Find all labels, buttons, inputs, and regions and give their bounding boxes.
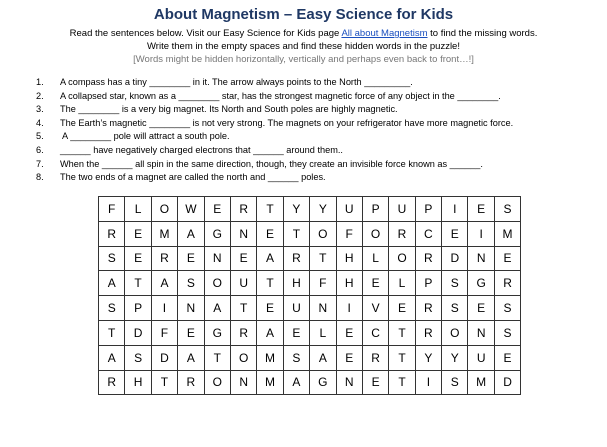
question-text: The Earth’s magnetic ________ is not very strong. The magnets on your refrigerator have more magnetic force. <box>60 117 514 128</box>
question-number: 7. <box>36 158 44 169</box>
grid-cell[interactable]: N <box>468 320 494 345</box>
grid-cell[interactable]: A <box>257 246 283 271</box>
grid-cell[interactable]: T <box>310 246 336 271</box>
grid-cell[interactable]: A <box>151 271 177 296</box>
grid-row <box>99 221 521 246</box>
question-number: 5. <box>36 131 44 142</box>
grid-cell[interactable]: N <box>230 221 256 246</box>
grid-cell[interactable]: S <box>442 370 468 395</box>
grid-cell[interactable]: D <box>494 370 520 395</box>
grid-cell[interactable]: S <box>125 345 151 370</box>
grid-cell[interactable]: F <box>336 221 362 246</box>
grid-row <box>99 296 521 321</box>
question-item <box>36 117 596 131</box>
grid-cell[interactable]: Y <box>442 345 468 370</box>
grid-cell[interactable]: R <box>415 296 441 321</box>
grid-cell[interactable]: T <box>204 345 230 370</box>
grid-row <box>99 320 521 345</box>
grid-cell[interactable]: P <box>362 197 388 222</box>
grid-cell[interactable]: T <box>151 370 177 395</box>
grid-cell[interactable]: E <box>125 221 151 246</box>
grid-cell[interactable]: M <box>494 221 520 246</box>
instructions-line-1-suffix: to find the missing words. <box>427 28 538 39</box>
grid-cell[interactable]: R <box>283 246 309 271</box>
grid-cell[interactable]: D <box>151 345 177 370</box>
grid-cell[interactable]: H <box>336 246 362 271</box>
grid-cell[interactable]: E <box>468 296 494 321</box>
grid-cell[interactable]: R <box>415 320 441 345</box>
question-text: The two ends of a magnet are called the north and ______ poles. <box>60 172 326 183</box>
grid-cell[interactable]: U <box>336 197 362 222</box>
grid-cell[interactable]: S <box>494 296 520 321</box>
question-item <box>36 90 596 104</box>
grid-cell[interactable]: O <box>151 197 177 222</box>
grid-cell[interactable]: H <box>283 271 309 296</box>
grid-cell[interactable]: S <box>283 345 309 370</box>
question-item <box>36 171 596 185</box>
grid-row <box>99 197 521 222</box>
grid-cell[interactable]: U <box>230 271 256 296</box>
grid-cell[interactable]: N <box>178 296 204 321</box>
word-search-grid <box>98 196 521 395</box>
grid-cell[interactable]: W <box>178 197 204 222</box>
grid-cell[interactable]: S <box>178 271 204 296</box>
grid-cell[interactable]: M <box>151 221 177 246</box>
grid-cell[interactable]: O <box>389 246 415 271</box>
grid-cell[interactable]: S <box>99 296 125 321</box>
grid-cell[interactable]: S <box>494 197 520 222</box>
grid-cell[interactable]: E <box>283 320 309 345</box>
grid-cell[interactable]: T <box>257 197 283 222</box>
question-number: 4. <box>36 117 44 128</box>
grid-cell[interactable]: E <box>178 246 204 271</box>
grid-cell[interactable]: N <box>336 370 362 395</box>
instructions-line-1-prefix: Read the sentences below. Visit our Easy Science for Kids page <box>69 28 342 39</box>
grid-cell[interactable]: A <box>99 345 125 370</box>
question-text: ______ have negatively charged electrons that ______ around them.. <box>60 144 343 155</box>
grid-cell[interactable]: R <box>230 320 256 345</box>
grid-cell[interactable]: G <box>468 271 494 296</box>
instructions-line-1 <box>0 27 607 40</box>
grid-cell[interactable]: R <box>362 345 388 370</box>
grid-cell[interactable]: R <box>494 271 520 296</box>
grid-row <box>99 271 521 296</box>
grid-cell[interactable]: M <box>468 370 494 395</box>
grid-cell[interactable]: L <box>125 197 151 222</box>
grid-cell[interactable]: E <box>178 320 204 345</box>
grid-row <box>99 370 521 395</box>
grid-cell[interactable]: A <box>204 296 230 321</box>
grid-cell[interactable]: E <box>362 271 388 296</box>
grid-cell[interactable]: A <box>283 370 309 395</box>
grid-cell[interactable]: E <box>494 345 520 370</box>
grid-cell[interactable]: R <box>151 246 177 271</box>
question-number: 2. <box>36 90 44 101</box>
grid-cell[interactable]: E <box>442 221 468 246</box>
grid-cell[interactable]: U <box>283 296 309 321</box>
grid-cell[interactable]: E <box>362 370 388 395</box>
question-text: The ________ is a very big magnet. Its North and South poles are highly magnetic. <box>60 104 398 115</box>
grid-cell[interactable]: R <box>178 370 204 395</box>
grid-cell[interactable]: R <box>415 246 441 271</box>
grid-cell[interactable]: A <box>178 345 204 370</box>
instructions-note: [Words might be hidden horizontally, vertically and perhaps even back to front…!] <box>133 54 474 65</box>
all-about-magnetism-link[interactable]: All about Magnetism <box>341 28 428 39</box>
grid-cell[interactable]: A <box>310 345 336 370</box>
grid-cell[interactable]: N <box>230 370 256 395</box>
grid-cell[interactable]: S <box>442 271 468 296</box>
grid-cell[interactable]: N <box>204 246 230 271</box>
grid-cell[interactable]: P <box>415 271 441 296</box>
grid-cell[interactable]: O <box>204 370 230 395</box>
grid-cell[interactable]: U <box>389 197 415 222</box>
grid-cell[interactable]: F <box>151 320 177 345</box>
question-item <box>36 144 596 158</box>
grid-cell[interactable]: I <box>415 370 441 395</box>
grid-cell[interactable]: R <box>389 221 415 246</box>
grid-cell[interactable]: T <box>257 271 283 296</box>
grid-cell[interactable]: E <box>336 345 362 370</box>
question-text: When the ______ all spin in the same direction, though, they create an invisible force known as ______. <box>60 158 483 169</box>
question-text: A ________ pole will attract a south pole. <box>60 131 230 142</box>
grid-cell[interactable]: F <box>99 197 125 222</box>
grid-cell[interactable]: L <box>362 246 388 271</box>
question-number: 3. <box>36 104 44 115</box>
grid-cell[interactable]: N <box>468 246 494 271</box>
grid-cell[interactable]: Y <box>283 197 309 222</box>
grid-cell[interactable]: E <box>389 296 415 321</box>
grid-cell[interactable]: T <box>389 370 415 395</box>
grid-cell[interactable]: T <box>389 320 415 345</box>
grid-cell[interactable]: T <box>283 221 309 246</box>
question-item <box>36 130 596 144</box>
question-list <box>36 76 596 185</box>
grid-cell[interactable]: T <box>389 345 415 370</box>
grid-cell[interactable]: Y <box>310 197 336 222</box>
question-item <box>36 158 596 172</box>
question-number: 1. <box>36 77 44 87</box>
grid-cell[interactable]: I <box>468 221 494 246</box>
question-number: 6. <box>36 144 44 155</box>
grid-cell[interactable]: G <box>204 320 230 345</box>
grid-cell[interactable]: E <box>257 296 283 321</box>
grid-cell[interactable]: O <box>204 271 230 296</box>
grid-cell[interactable]: E <box>257 221 283 246</box>
grid-cell[interactable]: O <box>310 221 336 246</box>
grid-cell[interactable]: N <box>310 296 336 321</box>
grid-cell[interactable]: U <box>468 345 494 370</box>
grid-cell[interactable]: M <box>257 345 283 370</box>
grid-cell[interactable]: H <box>336 271 362 296</box>
grid-cell[interactable]: O <box>362 221 388 246</box>
grid-cell[interactable]: L <box>389 271 415 296</box>
grid-cell[interactable]: P <box>415 197 441 222</box>
grid-cell[interactable]: S <box>494 320 520 345</box>
grid-cell[interactable]: S <box>99 246 125 271</box>
grid-cell[interactable]: D <box>442 246 468 271</box>
grid-cell[interactable]: O <box>230 345 256 370</box>
grid-cell[interactable]: R <box>99 221 125 246</box>
grid-cell[interactable]: Y <box>415 345 441 370</box>
grid-cell[interactable]: M <box>257 370 283 395</box>
grid-cell[interactable]: T <box>125 271 151 296</box>
grid-cell[interactable]: A <box>257 320 283 345</box>
grid-cell[interactable]: E <box>230 246 256 271</box>
grid-cell[interactable]: F <box>310 271 336 296</box>
grid-cell[interactable]: H <box>125 370 151 395</box>
grid-cell[interactable]: G <box>310 370 336 395</box>
grid-cell[interactable]: I <box>151 296 177 321</box>
grid-cell[interactable]: P <box>125 296 151 321</box>
grid-cell[interactable]: E <box>468 197 494 222</box>
question-item <box>36 103 596 117</box>
grid-cell[interactable]: T <box>230 296 256 321</box>
grid-cell[interactable]: V <box>362 296 388 321</box>
grid-cell[interactable]: G <box>204 221 230 246</box>
grid-cell[interactable]: I <box>442 197 468 222</box>
grid-cell[interactable]: E <box>204 197 230 222</box>
grid-cell[interactable]: R <box>99 370 125 395</box>
question-item <box>36 76 596 90</box>
question-text: A collapsed star, known as a ________ star, has the strongest magnetic force of any object in the ________. <box>60 90 501 101</box>
grid-cell[interactable]: A <box>178 221 204 246</box>
grid-cell[interactable]: E <box>336 320 362 345</box>
grid-cell[interactable]: C <box>415 221 441 246</box>
grid-cell[interactable]: E <box>494 246 520 271</box>
grid-row <box>99 345 521 370</box>
grid-cell[interactable]: O <box>442 320 468 345</box>
grid-cell[interactable]: C <box>362 320 388 345</box>
grid-row <box>99 246 521 271</box>
question-text: A compass has a tiny ________ in it. The arrow always points to the North _________. <box>60 77 413 87</box>
grid-cell[interactable]: D <box>125 320 151 345</box>
instructions <box>0 27 607 66</box>
grid-cell[interactable]: I <box>336 296 362 321</box>
grid-cell[interactable]: T <box>99 320 125 345</box>
grid-cell[interactable]: L <box>310 320 336 345</box>
grid-cell[interactable]: E <box>125 246 151 271</box>
grid-cell[interactable]: S <box>442 296 468 321</box>
grid-cell[interactable]: A <box>99 271 125 296</box>
grid-cell[interactable]: R <box>230 197 256 222</box>
page-title: About Magnetism – Easy Science for Kids <box>153 6 454 23</box>
instructions-line-2: Write them in the empty spaces and find these hidden words in the puzzle! <box>147 41 460 52</box>
question-number: 8. <box>36 172 44 183</box>
